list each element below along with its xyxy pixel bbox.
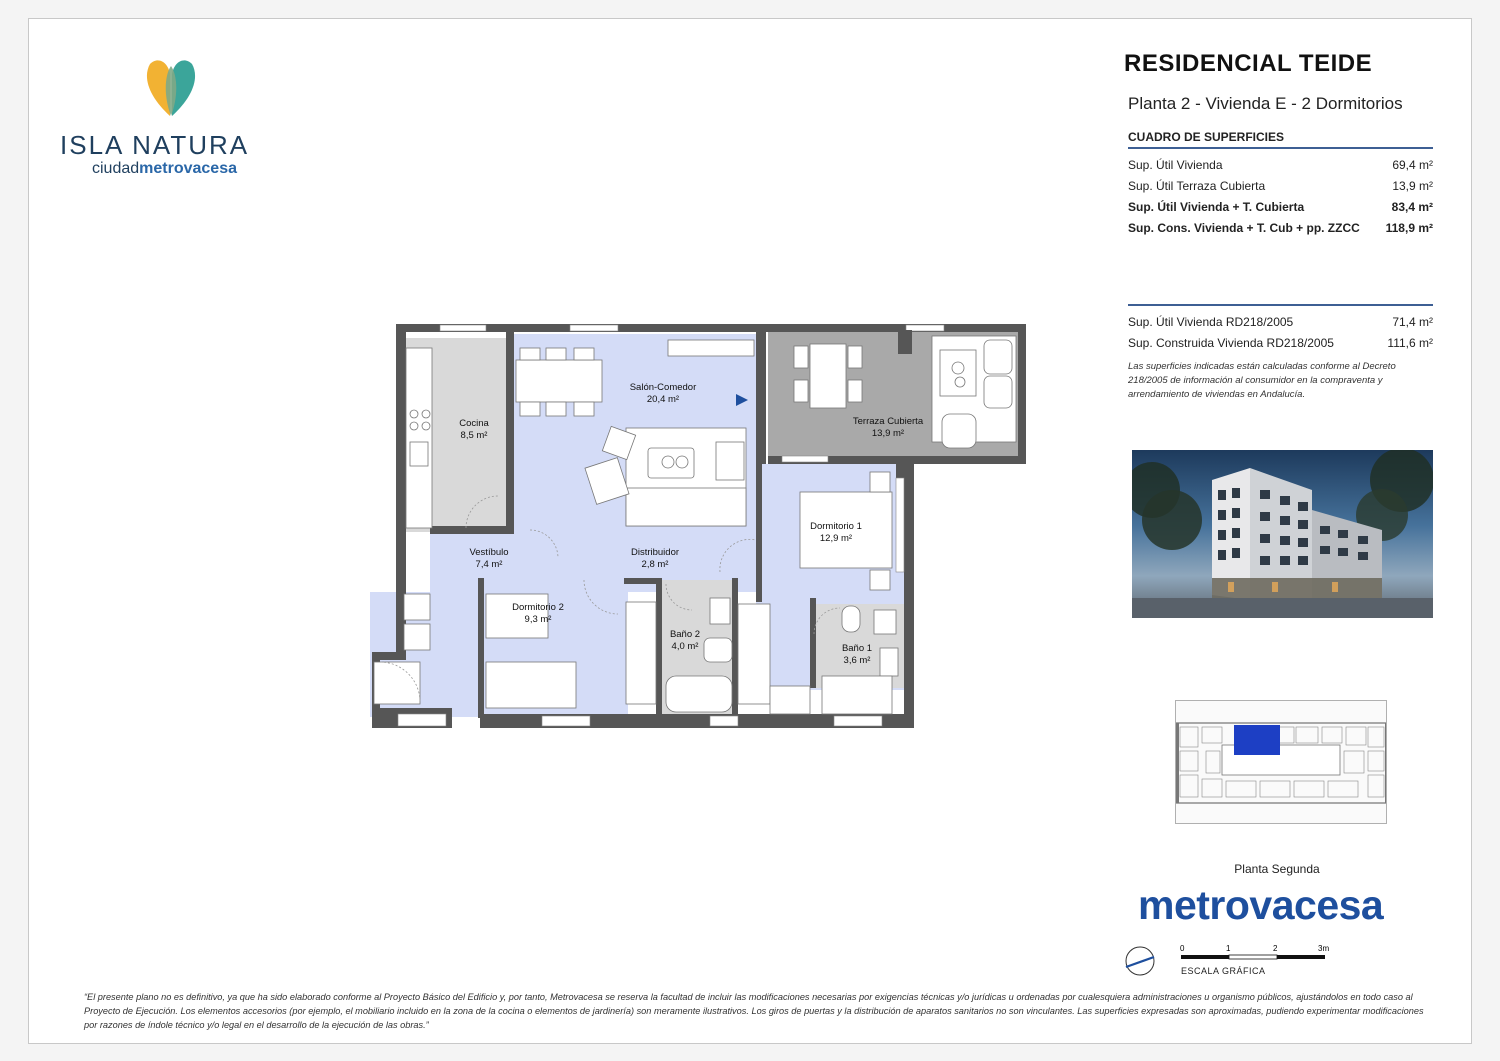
north-arrow-icon: [1124, 945, 1156, 982]
surfaces-note: Las superficies indicadas están calculadas conforme al Decreto 218/2005 de información al consumidor en la compraventa y arrendamiento de viviendas en Andalucía.: [1128, 361, 1396, 400]
room-name: Vestíbulo: [469, 547, 509, 558]
key-plan-diagram: [1175, 700, 1387, 824]
unit-subtitle: Planta 2 - Vivienda E - 2 Dormitorios: [1128, 94, 1403, 113]
metrovacesa-logo: metrovacesa: [1138, 882, 1384, 928]
room-name: Dormitorio 2: [512, 602, 564, 613]
room-area: 12,9 m²: [819, 533, 853, 544]
surface-row: Sup. Útil Terraza Cubierta 13,9 m²: [1128, 179, 1433, 193]
kitchen-counters: [406, 348, 432, 528]
scale-label: ESCALA GRÁFICA: [1181, 966, 1266, 976]
surface-row: Sup. Útil Vivienda 69,4 m²: [1128, 158, 1433, 172]
room-name: Dormitorio 1: [810, 521, 862, 532]
section-divider: [1128, 304, 1433, 306]
surface-row-built: Sup. Cons. Vivienda + T. Cub + pp. ZZCC 118,9 m²: [1128, 221, 1433, 235]
project-title: RESIDENCIAL TEIDE: [1124, 50, 1373, 77]
section-divider: [1128, 147, 1433, 149]
legal-disclaimer: “El presente plano no es definitivo, ya que ha sido elaborado conforme al Proyecto Básico del Edificio y, por tanto, Metrovacesa se reserva la facultad de incluir las modificaciones necesarias por exigencias técnicas y/o jurídicas u ordenadas por cualesquiera administraciones u organismo públicos, ajustándolos en todo caso al Proyecto de Ejecución. Los elementos accesorios (por ejemplo, el mobiliario incluido en la zona de la cocina o elementos de jardinería) son meramente ilustrativos. Los giros de puertas y la distribución de aparatos sanitarios no son vinculantes. Las superficies expresadas son aproximadas, pudiendo experimentar modificaciones por razones de índole técnico y/o legal en el desarrollo de la ejecución de las obras.”: [84, 992, 1424, 1030]
room-area: 4,0 m²: [671, 641, 699, 652]
scale-tick-label: 0: [1180, 944, 1185, 953]
room-name: Baño 2: [669, 629, 701, 640]
room-area: 8,5 m²: [460, 430, 488, 441]
highlighted-unit-marker: [1234, 725, 1280, 755]
building-render-image: [1132, 450, 1433, 618]
surface-row-total: Sup. Útil Vivienda + T. Cubierta 83,4 m²: [1128, 200, 1433, 214]
room-area: 13,9 m²: [871, 428, 905, 439]
logo-title: ISLA NATURA: [60, 130, 250, 160]
room-area: 7,4 m²: [475, 559, 503, 570]
room-area: 2,8 m²: [641, 559, 669, 570]
rd-surface-row: Sup. Construida Vivienda RD218/2005 111,6 m²: [1128, 336, 1433, 350]
room-name: Distribuidor: [630, 547, 680, 558]
scale-tick-label: 1: [1226, 944, 1231, 953]
heart-leaf-icon: [142, 58, 202, 120]
room-name: Baño 1: [841, 643, 873, 654]
room-area: 20,4 m²: [646, 394, 680, 405]
scale-tick-label: 2: [1273, 944, 1278, 953]
rd-surface-row: Sup. Útil Vivienda RD218/2005 71,4 m²: [1128, 315, 1433, 329]
key-plan-label: Planta Segunda: [1234, 862, 1320, 876]
scale-tick-label: 3m: [1318, 944, 1330, 953]
room-name: Terraza Cubierta: [852, 416, 924, 427]
surfaces-heading: CUADRO DE SUPERFICIES: [1128, 130, 1285, 144]
room-area: 9,3 m²: [524, 614, 552, 625]
room-area: 3,6 m²: [843, 655, 871, 666]
logo-subtitle: ciudadmetrovacesa: [92, 160, 237, 177]
floor-plan: [370, 322, 1030, 737]
room-name: Cocina: [459, 418, 489, 429]
room-name: Salón-Comedor: [629, 382, 697, 393]
